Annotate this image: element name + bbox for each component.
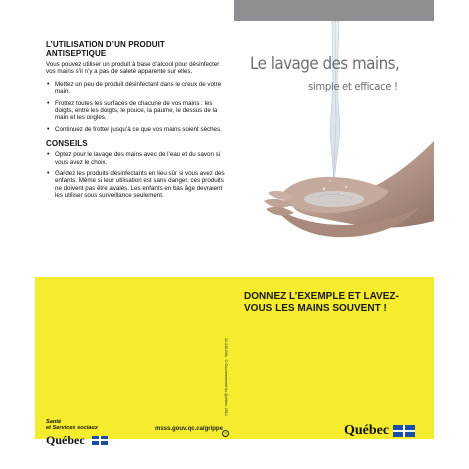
- section1-title-line2: ANTISEPTIQUE: [46, 49, 107, 58]
- section1-list: [46, 81, 226, 133]
- ministry-signature: [46, 419, 131, 449]
- brand-quebec-word: Québec: [344, 423, 390, 438]
- list-item: • Mettez un peu de produit désinfectant dans le creux de votre main.: [46, 81, 226, 96]
- ministry-name-line2: et Services sociaux: [46, 425, 98, 432]
- cover-headline-line2: simple et efficace !: [308, 80, 398, 93]
- print-code: 12-210-03A: [224, 338, 228, 357]
- yellow-back-panel: [35, 277, 234, 439]
- ministry-quebec-word: Québec: [46, 433, 85, 448]
- copyright-icon: c: [222, 430, 229, 437]
- list-item: • Continuez de frotter jusqu’à ce que vos mains soient sèches.: [46, 126, 226, 133]
- list-item: • Optez pour le lavage des mains avec de l’eau et du savon si vous avez le choix.: [46, 151, 226, 166]
- section1-title: [46, 40, 226, 58]
- print-copyright: © Gouvernement du Québec, 2012: [224, 359, 228, 416]
- section2-list: [46, 151, 226, 199]
- ministry-name-line1: Santé: [46, 419, 62, 425]
- top-gray-bar: [234, 0, 434, 21]
- left-column-text: [46, 40, 226, 206]
- list-item: • Frottez toutes les surfaces de chacune de vos mains : les doigts, entre les doigts, le pouce, la paume, le dessus de la main et les ongles.: [46, 100, 226, 122]
- website-url: msss.gouv.qc.ca/grippe: [155, 426, 223, 432]
- quebec-flag-small-icon: [92, 436, 108, 445]
- list-item: • Gardez les produits désinfectants en lieu sûr si vous avez des enfants. Même si leur utilisation est sans danger, ces produits ne doivent pas être avalés. Les enfants en bas âge devraient les utiliser sous surveillance seulement.: [46, 170, 226, 200]
- section2-title: CONSEILS: [46, 139, 88, 149]
- cover-headline-line1: Le lavage des mains,: [250, 54, 400, 73]
- section1-title-line1: L’UTILISATION D’UN PRODUIT: [46, 40, 165, 49]
- quebec-brand: [344, 424, 415, 438]
- section1-intro: Vous pouvez utiliser un produit à base d’alcool pour désinfecter vos mains s’il n’y a pas de saleté apparente sur elles.: [46, 61, 220, 76]
- cover-slogan: DONNEZ L’EXEMPLE ET LAVEZ-VOUS LES MAINS SOUVENT !: [244, 291, 399, 314]
- vertical-print-info: [219, 338, 229, 431]
- quebec-flag-icon: [393, 425, 415, 437]
